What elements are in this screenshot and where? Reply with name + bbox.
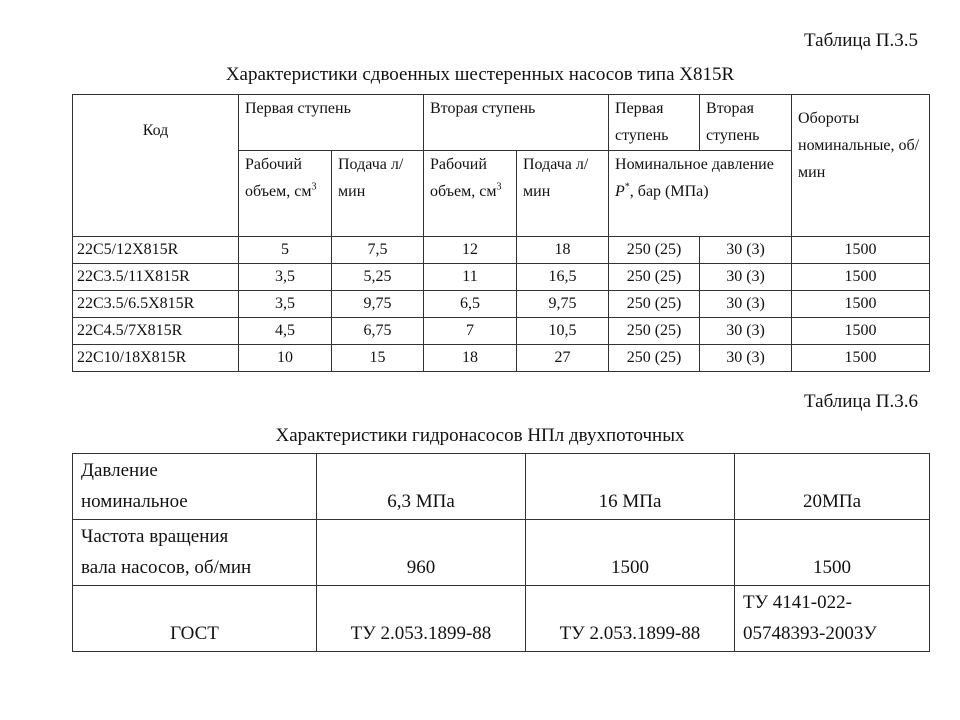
header-first-stage: Первая ступень bbox=[239, 95, 424, 151]
header-displacement-1: Рабочий объем, $см^3$ bbox=[239, 151, 332, 237]
header-rpm: Обороты номинальные, об/мин bbox=[792, 95, 930, 237]
header-code: Код bbox=[73, 95, 239, 237]
table1-title: Характеристики сдвоенных шестеренных насосов типа X815R bbox=[225, 64, 735, 85]
table-row: 22C3.5/6.5X815R 3,5 9,75 6,5 9,75 250 (25) 30 (3) 1500 bbox=[73, 291, 930, 318]
table-row: 22C5/12X815R 5 7,5 12 18 250 (25) 30 (3) 1500 bbox=[73, 237, 930, 264]
table-row: Частота вращения вала насосов, об/мин 960 1500 1500 bbox=[73, 520, 930, 586]
pump-table-x815r bbox=[72, 94, 930, 372]
table-row: 22C4.5/7X815R 4,5 6,75 7 10,5 250 (25) 30 (3) 1500 bbox=[73, 318, 930, 345]
table2-caption: Таблица П.3.6 bbox=[804, 391, 918, 412]
table-row: 22C3.5/11X815R 3,5 5,25 11 16,5 250 (25) 30 (3) 1500 bbox=[73, 264, 930, 291]
header-pressure-second-stage: Вторая ступень bbox=[700, 95, 792, 151]
table1-caption: Таблица П.3.5 bbox=[804, 30, 918, 51]
header-pressure-first-stage: Первая ступень bbox=[609, 95, 700, 151]
row-label-gost: ГОСТ bbox=[73, 586, 317, 652]
header-flow-2: Подача л/мин bbox=[517, 151, 609, 237]
table-row: 22C10/18X815R 10 15 18 27 250 (25) 30 (3) 1500 bbox=[73, 345, 930, 372]
header-nominal-pressure: Номинальное давление P*, бар (МПа) bbox=[609, 151, 792, 237]
table-row: ГОСТ ТУ 2.053.1899-88 ТУ 2.053.1899-88 ТУ 4141-022- 05748393-2003У bbox=[73, 586, 930, 652]
table-row: Давление номинальное 6,3 МПа 16 МПа 20МПа bbox=[73, 454, 930, 520]
row-label-rpm: Частота вращения вала насосов, об/мин bbox=[73, 520, 317, 586]
row-label-pressure: Давление номинальное bbox=[73, 454, 317, 520]
header-flow-1: Подача л/мин bbox=[332, 151, 424, 237]
table2-title: Характеристики гидронасосов НПл двухпоточных bbox=[275, 425, 685, 446]
header-second-stage: Вторая ступень bbox=[424, 95, 609, 151]
header-displacement-2: Рабочий объем, $см^3$ bbox=[424, 151, 517, 237]
pump-table-npl bbox=[72, 453, 930, 652]
